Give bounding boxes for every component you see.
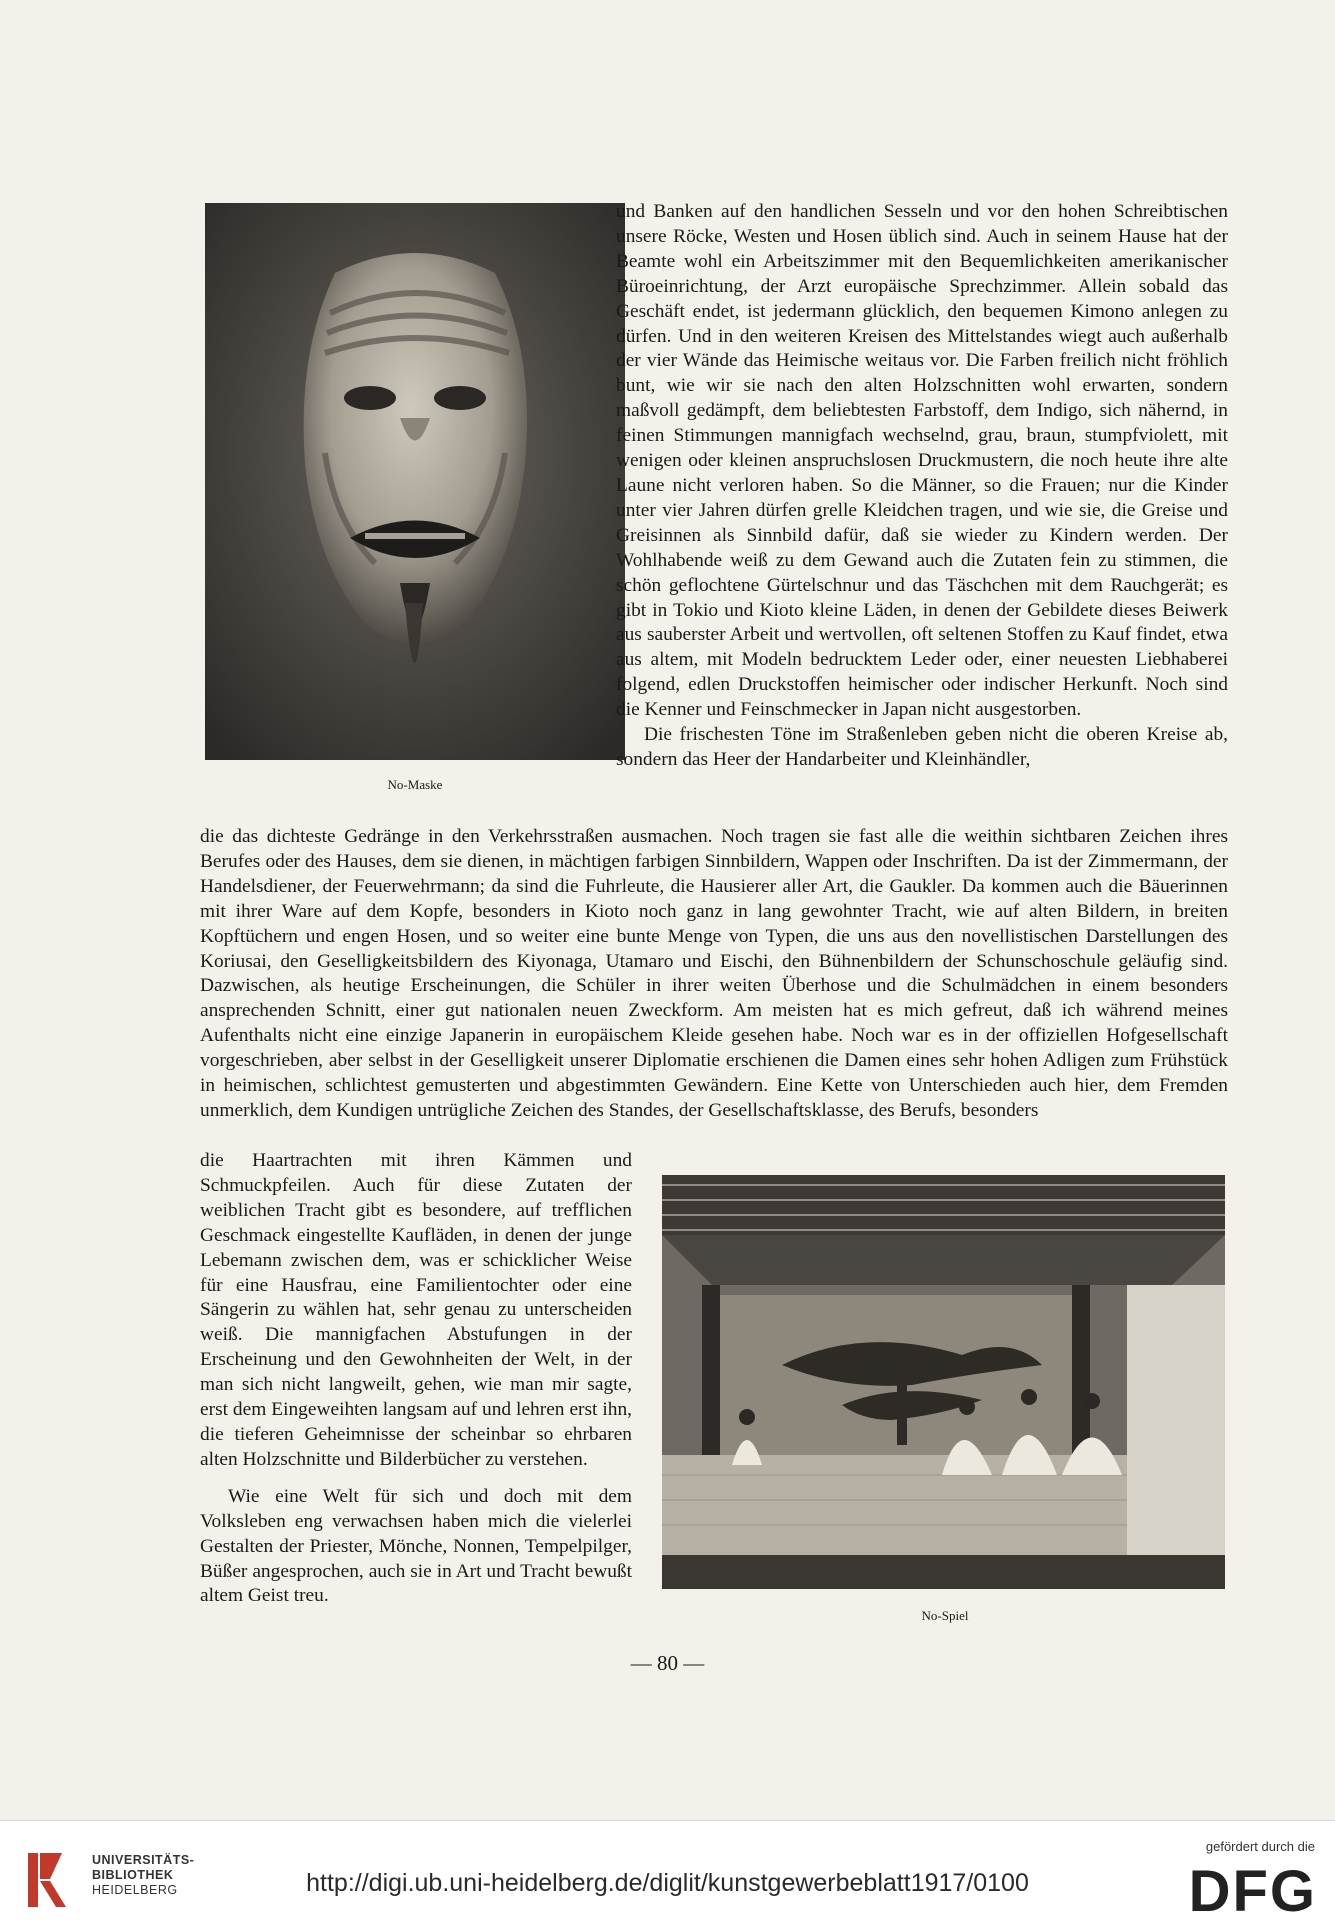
viewer-footer (0, 1820, 1335, 1931)
text-full-width (200, 825, 1228, 1124)
paragraph: Die frischesten Töne im Straßenleben geben nicht die oberen Kreise ab, sondern das Heer der Handarbeiter und Kleinhändler, (616, 724, 1228, 770)
paragraph: und Banken auf den handlichen Sesseln und vor den hohen Schreibtischen unsere Röcke, Westen und Hosen üblich sind. Auch in seinem Hause hat der Beamte wohl ein Arbeitszimmer mit den Bequemlichkeiten amerikanischer Büroeinrichtung, der Arzt europäische Sprechzimmer. Allein sobald das Geschäft endet, ist jedermann glücklich, den bequemen Kimono anlegen zu dürfen. Und in den weiteren Kreisen des Mittelstandes wiegt auch außerhalb der vier Wände das Heimische weitaus vor. Die Farben freilich nicht fröhlich bunt, wie wir sie nach den alten Holzschnitten wohl erwarten, sondern maßvoll gedämpft, dem beliebtesten Farbstoff, dem Indigo, sich nähernd, in feinen Stimmungen mannigfach wechselnd, grau, braun, stumpfviolett, mit wenigen oder kleinen anspruchslosen Druckmustern, die noch heute ihre alte Laune nicht verloren haben. So die Männer, so die Frauen; nur die Kinder unter vier Jahren dürfen grelle Kleidchen tragen, und wie sie, die Greise und Greisinnen als Sinnbild dafür, daß sie wieder zu Kindern werden. Der Wohlhabende weiß zu dem Gewand auch die Zutaten fein zu stimmen, die schön geflochtene Gürtelschnur und das Täschchen mit dem Rauchgerät; es gibt in Tokio und Kioto kleine Läden, in denen der Gebildete dieses Beiwerk aus sauberster Arbeit und wertvollen, oft seltenen Stoffen zu Kauf findet, etwa aus altem, mit Modeln bedrucktem Leder oder, einer neuesten Liebhaberei folgend, edlen Druckstoffen heimischer oder indischer Herkunft. Noch sind die Kenner und Feinschmecker in Japan nicht ausgestorben. (616, 201, 1228, 721)
document-url[interactable]: http://digi.ub.uni-heidelberg.de/diglit/kunstgewerbeblatt1917/0100 (306, 1869, 1029, 1897)
library-line-2: BIBLIOTHEK (92, 1868, 174, 1882)
no-mask-photo (205, 203, 625, 760)
no-stage-photo (662, 1175, 1225, 1589)
text-column-right-top (616, 200, 1228, 773)
library-line-1: UNIVERSITÄTS- (92, 1853, 195, 1867)
paragraph: Wie eine Welt für sich und doch mit dem Volksleben eng verwachsen haben mich die vielerlei Gestalten der Priester, Mönche, Nonnen, Tempelpilger, Büßer angesprochen, auch sie in Art und Tracht bewußt altem Geist treu. (200, 1485, 632, 1607)
paragraph: die das dichteste Gedränge in den Verkehrsstraßen ausmachen. Noch tragen sie fast alle die weithin sichtbaren Zeichen ihres Berufes oder des Hauses, dem sie dienen, in mächtigen farbigen Sinnbildern, Wappen oder Inschriften. Da ist der Zimmermann, der Handelsdiener, der Feuerwehrmann; da sind die Fuhrleute, die Hausierer aller Art, die Gaukler. Da kommen auch die Bäuerinnen mit ihrer Ware auf dem Kopfe, besonders in Kioto noch ganz in lang gewohnter Tracht, wie auf alten Bildern, in breiten Kopftüchern und engen Hosen, und so weiter eine bunte Menge von Typen, die uns aus den novellistischen Darstellungen des Koriusai, den Geselligkeitsbildern des Kiyonaga, Utamaro und Eischi, den Bühnenbildern der Schunschoschule geläufig sind. Dazwischen, als heutige Erscheinungen, die Schüler in ihrer weiten Überhose und die Schulmädchen in einem besonders ansprechenden Schnitt, einer gut nationalen neuen Zweckform. Am meisten hat es mich gefreut, daß ich während meines Aufenthalts nicht eine einzige Japanerin in europäischem Kleide gesehen habe. Noch war es in der offiziellen Hofgesellschaft vorgeschrieben, aber selbst in der Geselligkeit unserer Diplomatie erschienen die Damen eines sehr hohen Adligen zum Frühstück in heimischen, schlichtest gemusterten und abgestimmten Gewändern. Eine Kette von Unterschieden auch hier, dem Fremden unmerklich, dem Kundigen untrügliche Zeichen des Standes, der Gesellschaftsklasse, des Berufs, besonders (200, 826, 1228, 1121)
no-stage-image (662, 1175, 1225, 1589)
page-number: — 80 — (630, 1651, 705, 1675)
library-line-3: HEIDELBERG (92, 1883, 178, 1897)
text-column-left-bottom (200, 1149, 632, 1609)
no-mask-caption: No-Maske (387, 777, 443, 792)
dfg-logo[interactable]: DFG (1188, 1859, 1317, 1924)
paragraph: die Haartrachten mit ihren Kämmen und Schmuckpfeilen. Auch für diese Zutaten der weiblichen Tracht gibt es besondere, auf trefflichen Geschmack eingestellte Kaufläden, in denen der junge Lebemann zwischen dem, was er schicklicher Weise für eine Hausfrau, eine Familientochter oder eine Sängerin zu wählen hat, sehr genau zu unterscheiden weiß. Die mannigfachen Abstufungen in der Erscheinung und den Gewohnheiten der Welt, in der man sich nicht langweilt, gehen, wie man mir sagte, erst dem Eingeweihten langsam auf und lehren erst ihn, die tieferen Geheimnisse der scheinbar so ehrbaren alten Holzschnitte und Bilderbücher zu verstehen. (200, 1150, 632, 1470)
no-stage-caption: No-Spiel (921, 1608, 969, 1623)
funding-note: gefördert durch die (1205, 1839, 1315, 1854)
no-mask-image (205, 203, 625, 760)
